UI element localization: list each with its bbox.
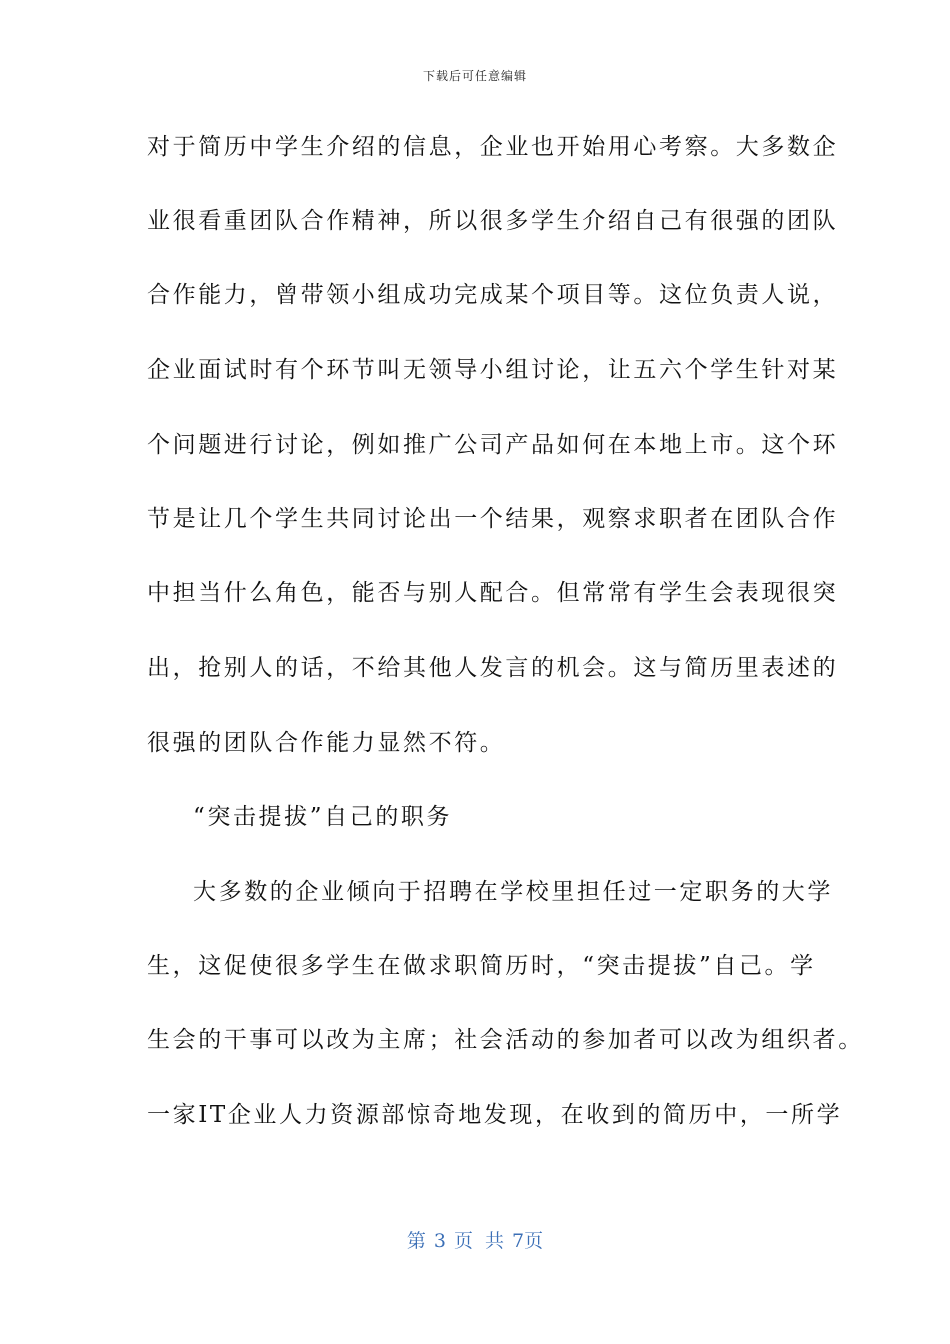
text-line: 中担当什么角色，能否与别人配合。但常常有学生会表现很突 xyxy=(147,580,839,606)
current-page-number: 3 xyxy=(433,1230,446,1252)
text-line: 一家IT企业人力资源部惊奇地发现，在收到的简历中，一所学 xyxy=(147,1102,843,1128)
text-line: 企业面试时有个环节叫无领导小组讨论，让五六个学生针对某 xyxy=(147,357,839,383)
page-footer xyxy=(0,1226,950,1253)
text-line: 出，抢别人的话，不给其他人发言的机会。这与简历里表述的 xyxy=(147,655,839,681)
header-note: 下载后可任意编辑 xyxy=(422,69,527,83)
text-line: 节是让几个学生共同讨论出一个结果，观察求职者在团队合作 xyxy=(147,506,839,532)
text-line: 对于简历中学生介绍的信息，企业也开始用心考察。大多数企 xyxy=(147,134,839,160)
text-line: 大多数的企业倾向于招聘在学校里担任过一定职务的大学 xyxy=(193,879,833,905)
text-line: 业很看重团队合作精神，所以很多学生介绍自己有很强的团队 xyxy=(147,208,839,234)
page-label-mid: 页 共 xyxy=(453,1230,505,1252)
text-line: 合作能力，曾带领小组成功完成某个项目等。这位负责人说， xyxy=(147,282,839,308)
section-heading: “突击提拔”自己的职务 xyxy=(193,804,453,830)
text-line: 生，这促使很多学生在做求职简历时，“突击提拔”自己。学 xyxy=(147,953,816,979)
text-line: 个问题进行讨论，例如推广公司产品如何在本地上市。这个环 xyxy=(147,432,839,458)
page-label-prefix: 第 xyxy=(406,1230,426,1252)
text-line: 生会的干事可以改为主席；社会活动的参加者可以改为组织者。 xyxy=(147,1027,864,1053)
total-pages: 7页 xyxy=(512,1230,544,1252)
text-line: 很强的团队合作能力显然不符。 xyxy=(147,730,506,756)
